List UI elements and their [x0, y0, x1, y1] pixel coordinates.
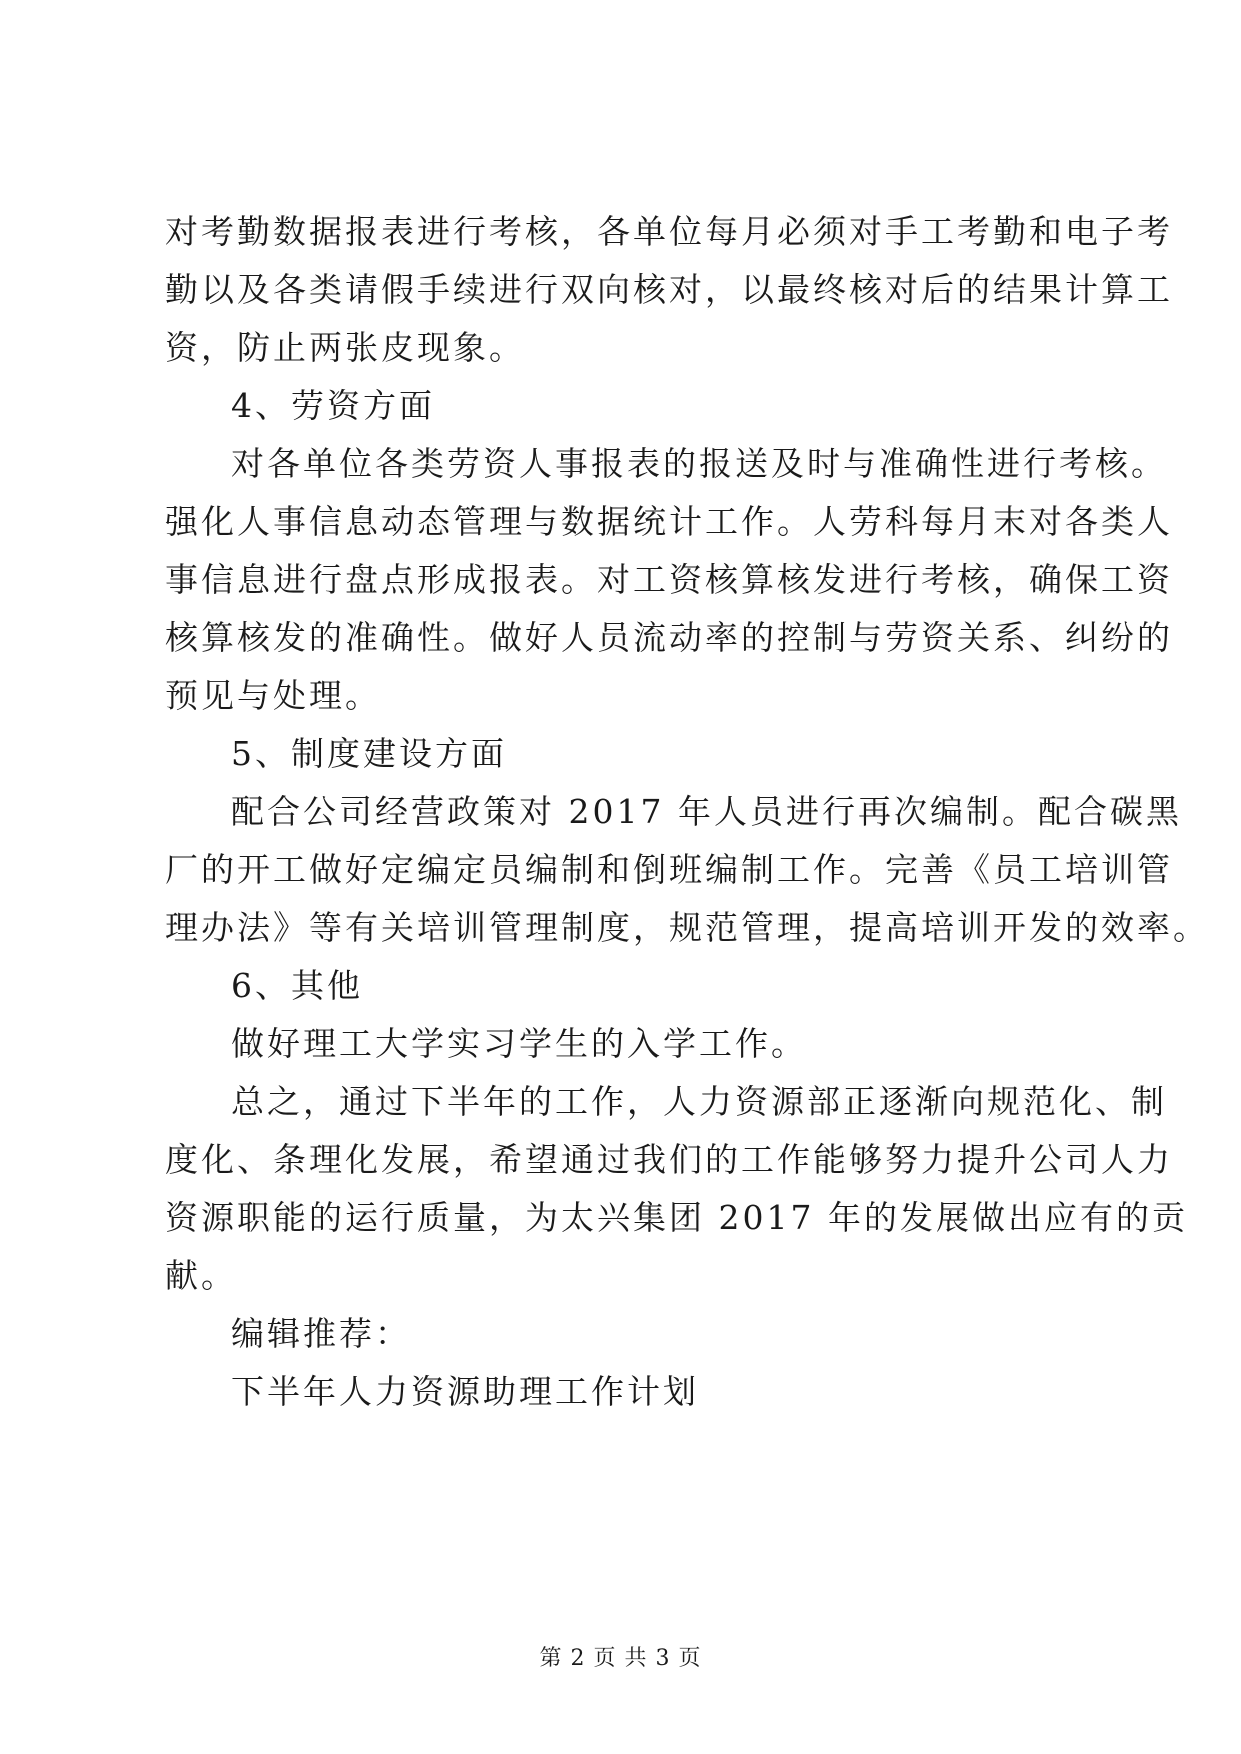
- paragraph-line: 事信息进行盘点形成报表。对工资核算核发进行考核，确保工资: [165, 560, 1173, 599]
- section-heading-other: 6、其他: [231, 966, 363, 1005]
- paragraph-line: 预见与处理。: [165, 676, 381, 715]
- paragraph-line: 理办法》等有关培训管理制度，规范管理，提高培训开发的效率。: [165, 908, 1209, 947]
- paragraph-line: 核算核发的准确性。做好人员流动率的控制与劳资关系、纠纷的: [165, 618, 1173, 657]
- paragraph-line: 厂的开工做好定编定员编制和倒班编制工作。完善《员工培训管: [165, 850, 1173, 889]
- recommended-article-link[interactable]: 下半年人力资源助理工作计划: [231, 1372, 699, 1411]
- paragraph-line: 配合公司经营政策对 2017 年人员进行再次编制。配合碳黑: [231, 792, 1182, 831]
- paragraph-line: 度化、条理化发展，希望通过我们的工作能够努力提升公司人力: [165, 1140, 1173, 1179]
- paragraph-line: 勤以及各类请假手续进行双向核对，以最终核对后的结果计算工: [165, 270, 1173, 309]
- paragraph-line: 做好理工大学实习学生的入学工作。: [231, 1024, 807, 1063]
- section-heading-system: 5、制度建设方面: [231, 734, 507, 773]
- paragraph-line: 资，防止两张皮现象。: [165, 328, 525, 367]
- section-heading-labor: 4、劳资方面: [231, 386, 435, 425]
- paragraph-line: 献。: [165, 1256, 237, 1295]
- paragraph-line: 强化人事信息动态管理与数据统计工作。人劳科每月末对各类人: [165, 502, 1173, 541]
- paragraph-line: 资源职能的运行质量，为太兴集团 2017 年的发展做出应有的贡: [165, 1198, 1188, 1237]
- editor-recommend-label: 编辑推荐：: [231, 1314, 411, 1353]
- document-body: [165, 203, 1209, 1421]
- paragraph-line: 总之，通过下半年的工作，人力资源部正逐渐向规范化、制: [231, 1082, 1167, 1121]
- paragraph-line: 对各单位各类劳资人事报表的报送及时与准确性进行考核。: [231, 444, 1167, 483]
- paragraph-line: 对考勤数据报表进行考核，各单位每月必须对手工考勤和电子考: [165, 212, 1173, 251]
- page-number-footer: 第 2 页 共 3 页: [539, 1646, 702, 1671]
